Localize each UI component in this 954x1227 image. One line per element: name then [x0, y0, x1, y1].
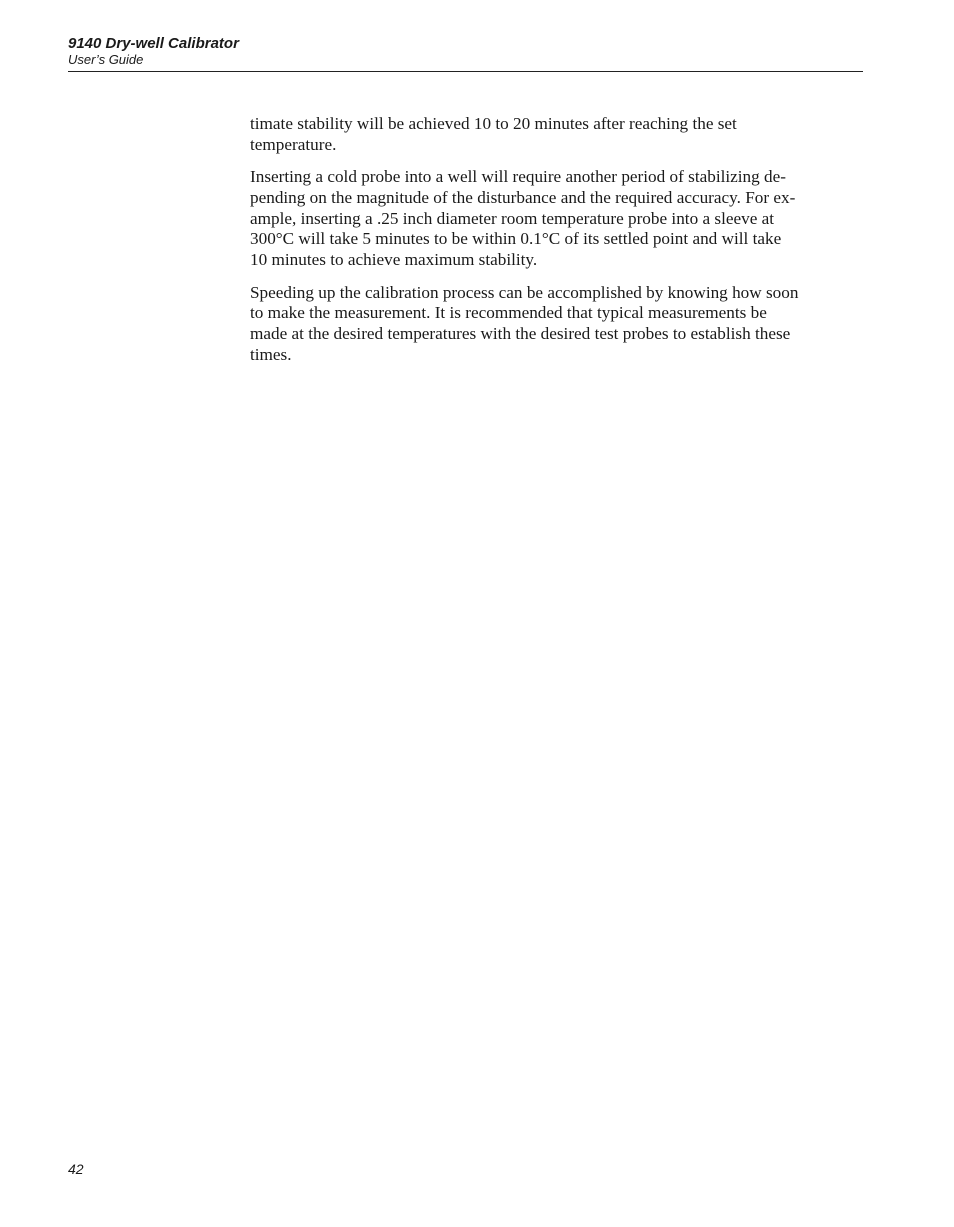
paragraph	[250, 283, 865, 366]
text-line: ample, inserting a .25 inch diameter room temperature probe into a sleeve at	[250, 208, 775, 228]
text-line: 10 minutes to achieve maximum stability.	[250, 250, 538, 270]
text-line: to make the measurement. It is recommended that typical measurements be	[250, 303, 767, 323]
text-line: temperature.	[250, 134, 337, 154]
text-line: Speeding up the calibration process can be accomplished by knowing how soon	[250, 282, 799, 302]
text-line: 300°C will take 5 minutes to be within 0.1°C of its settled point and will take	[250, 229, 782, 249]
text-line: Inserting a cold probe into a well will require another period of stabilizing de-	[250, 167, 786, 187]
document-subtitle: User’s Guide	[68, 52, 144, 67]
page-header	[68, 34, 863, 72]
text-line: made at the desired temperatures with the desired test probes to establish these	[250, 324, 791, 344]
text-line: timate stability will be achieved 10 to 20 minutes after reaching the set	[250, 114, 737, 133]
text-line: pending on the magnitude of the disturbance and the required accuracy. For ex-	[250, 187, 796, 207]
paragraph	[250, 167, 865, 271]
document-title: 9140 Dry-well Calibrator	[68, 35, 239, 52]
body-text	[250, 114, 865, 377]
page-number: 42	[68, 1161, 84, 1177]
text-line: times.	[250, 344, 292, 364]
paragraph	[250, 114, 865, 156]
